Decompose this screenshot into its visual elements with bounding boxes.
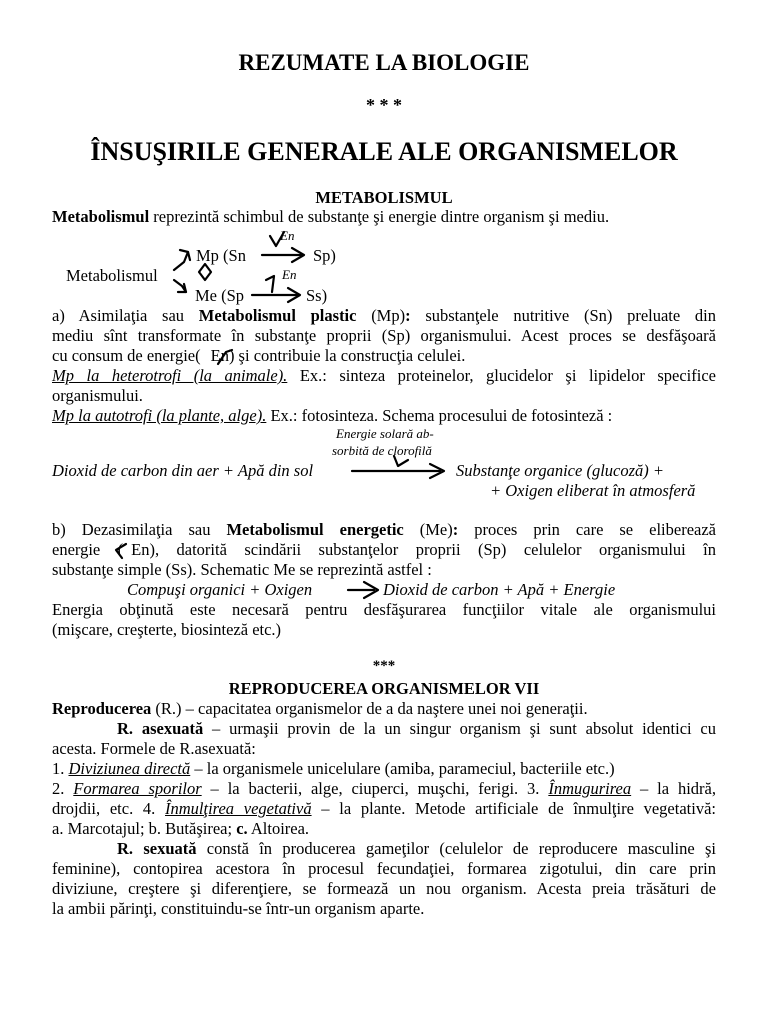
mp-label: Mp (Sn <box>196 246 246 265</box>
asexual-definition: – urmaşii provin de la un singur organism şi sunt absolut identici cu <box>203 719 716 738</box>
sexual-line-2: feminine), contopirea acestora în procesul fecundaţiei, formarea zigotului, din care prin <box>52 859 716 878</box>
autotroph-example: Ex.: fotosinteza. Schema procesului de fotosinteză : <box>266 406 613 425</box>
metabolism-definition: reprezintă schimbul de substanţe şi energie dintre organism şi mediu. <box>149 207 610 226</box>
diamond-symbol <box>199 264 211 280</box>
colon: : <box>452 520 459 539</box>
solar-energy-check <box>394 456 408 466</box>
energy-label-1: En <box>280 228 295 243</box>
metabolism-root-label: Metabolismul <box>66 266 158 285</box>
sexual-line-4: la ambii părinţi, constituindu-se într-un organism aparte. <box>52 899 425 918</box>
asexual-line-2: acesta. Formele de R.asexuată: <box>52 739 256 758</box>
me-abbr: (Me) <box>403 520 453 539</box>
photosynthesis-products-1: Substanţe organice (glucoză) + <box>456 461 665 480</box>
dissimilation-text: proces prin care se eliberează <box>458 520 716 539</box>
sexual-line-3: diviziune, creştere şi diferenţiere, se formează un nou organism. Acesta preia trăsături de <box>52 879 716 898</box>
autotroph-label: Mp la autotrofi (la plante, alge). <box>52 406 267 425</box>
spore-formation-text: – la bacterii, alge, ciuperci, muşchi, ferigi. 3. <box>201 779 549 798</box>
vegetative-propagation-text: – la plante. Metode artificiale de înmulţire vegetativă: <box>311 799 716 818</box>
energy-label-2: En <box>282 267 297 282</box>
photosynthesis-products-2: + Oxigen eliberat în atmosferă <box>490 481 696 500</box>
budding-label: Înmugurirea <box>548 779 632 798</box>
energy-consumption-text: En) şi contribuie la construcţia celulei. <box>210 346 466 365</box>
spore-formation-label: Formarea sporilor <box>73 779 202 798</box>
metabolism-heading: METABOLISMUL <box>315 188 453 207</box>
reproduction-definition: (R.) – capacitatea organismelor de a da naştere unei noi generaţii. <box>151 699 588 718</box>
sexual-definition: constă în producerea gameţilor (celulelor de reproducere masculine şi <box>196 839 716 858</box>
heterotroph-example: Ex.: sinteza proteinelor, glucidelor şi lipidelor specifice <box>287 366 716 385</box>
heterotroph-label: Mp la heterotrofi (la animale). <box>52 366 288 385</box>
direct-division-label: Diviziunea directă <box>68 759 191 778</box>
colon: : <box>405 306 411 325</box>
mp-abbr: (Mp) <box>356 306 406 325</box>
methods-text: a. Marcotajul; b. Butăşirea; <box>52 819 237 838</box>
heterotroph-line-2: organismului. <box>52 386 143 405</box>
vegetative-propagation-label: Înmulţirea vegetativă <box>165 799 312 818</box>
method-c-letter: c. <box>236 819 248 838</box>
item-number: 1. <box>52 759 69 778</box>
energy-in-check-1 <box>270 232 284 246</box>
budding-text: – la hidră, <box>631 779 717 798</box>
me-label: Me (Sp <box>195 286 245 305</box>
energy-line-1: Energia obţinută este necesară pentru desfăşurarea funcţiilor vitale ale organismului <box>52 600 716 619</box>
energy-release-prefix: energie ( <box>52 540 124 559</box>
assimilation-prefix: a) Asimilaţia sau <box>52 306 199 325</box>
reproduction-term: Reproducerea <box>52 699 152 718</box>
direct-division-text: – la organismele unicelulare (amiba, parameciul, bacteriile etc.) <box>190 759 615 778</box>
respiration-reactants: Compuşi organici + Oxigen <box>127 580 313 599</box>
section-separator: *** <box>372 658 396 674</box>
item-number: 2. <box>52 779 74 798</box>
branch-arrow-up <box>174 252 188 270</box>
main-heading: ÎNSUŞIRILE GENERALE ALE ORGANISMELOR <box>90 137 678 166</box>
dissimilation-prefix: b) Dezasimilaţia sau <box>52 520 227 539</box>
energy-release-mark <box>116 544 126 558</box>
energy-release-text: En), datorită scindării substanţelor proprii (Sp) celulelor organismului în <box>131 540 716 559</box>
respiration-products: Dioxid de carbon + Apă + Energie <box>383 580 616 599</box>
metabolism-term: Metabolismul <box>52 207 150 226</box>
energy-consumption-mark <box>218 350 232 364</box>
energy-consumption-prefix: cu consum de energie( <box>52 346 201 365</box>
solar-energy-note-1: Energie solară ab- <box>336 426 434 441</box>
document-title: REZUMATE LA BIOLOGIE <box>238 50 530 75</box>
assimilation-line-2: mediu sînt transformate în substanţe proprii (Sp) organismului. Acest proces se desfăşoară <box>52 326 716 345</box>
energy-line-2: (mişcare, creşterte, biosinteză etc.) <box>52 620 282 639</box>
energy-out-check <box>266 276 274 292</box>
item-4-prefix: drojdii, etc. 4. <box>52 799 166 818</box>
dissimilation-line-3: substanţe simple (Ss). Schematic Me se reprezintă astfel : <box>52 560 432 579</box>
energetic-metabolism-term: Metabolismul energetic <box>226 520 404 539</box>
reproduction-heading: REPRODUCEREA ORGANISMELOR VII <box>228 679 540 698</box>
sp-label: Sp) <box>313 246 336 265</box>
assimilation-text: substanţele nutritive (Sn) preluate din <box>410 306 716 325</box>
ss-label: Ss) <box>306 286 328 305</box>
solar-energy-note-2: sorbită de clorofilă <box>332 443 432 458</box>
sexual-term: R. sexuată <box>117 839 197 858</box>
plastic-metabolism-term: Metabolismul plastic <box>198 306 357 325</box>
asexual-term: R. asexuată <box>117 719 204 738</box>
method-c-text: Altoirea. <box>247 819 310 838</box>
stars-separator: * * * <box>366 95 402 115</box>
photosynthesis-reactants: Dioxid de carbon din aer + Apă din sol <box>52 461 314 480</box>
